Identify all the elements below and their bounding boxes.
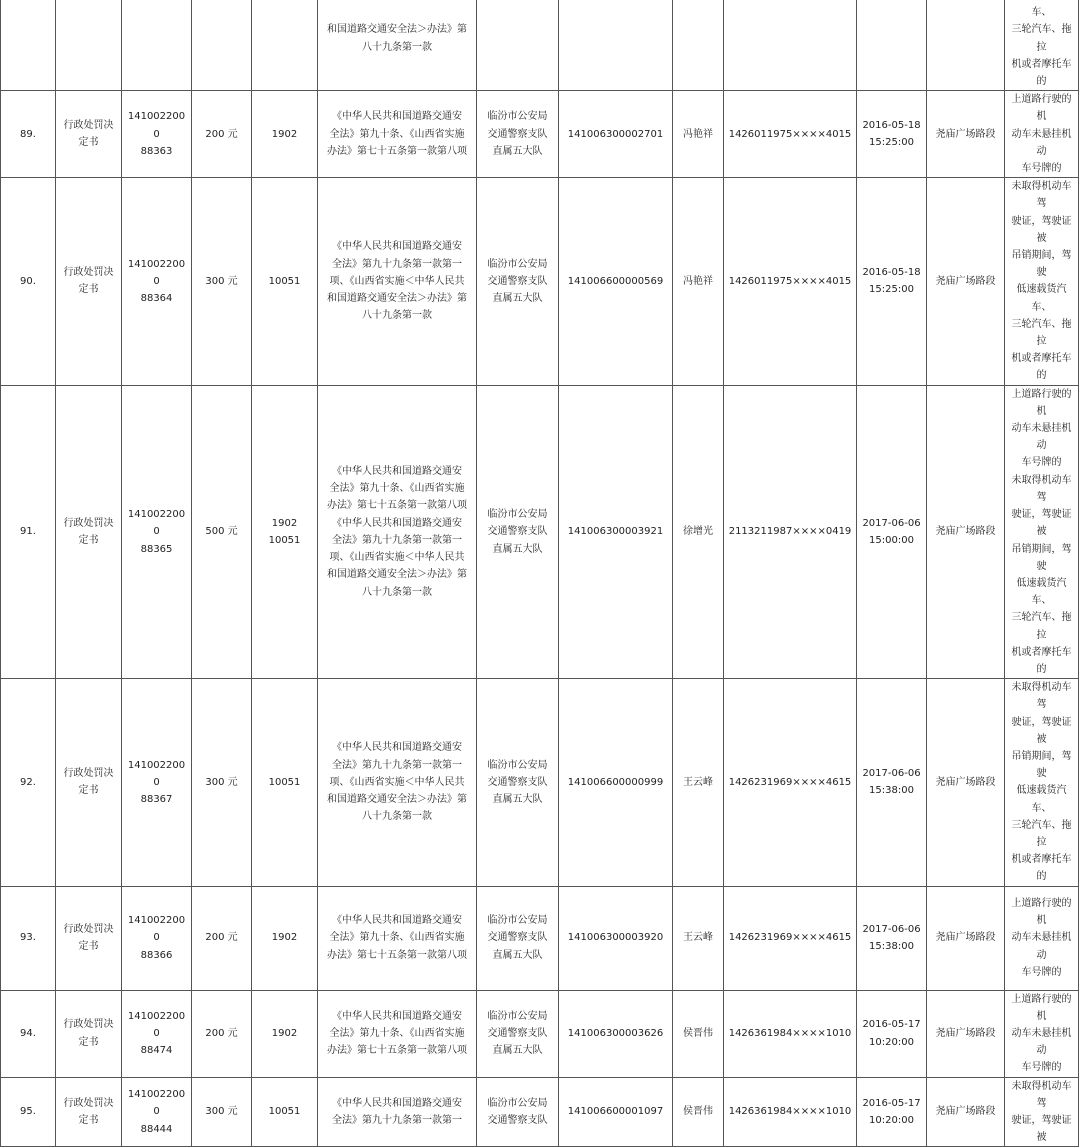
document-number: 1410022000 88364 [127,258,186,305]
party-name: 徐增光 [683,526,713,538]
violation-code: 10051 [268,275,301,287]
fine-amount: 200 元 [205,1027,238,1039]
legal-basis: 《中华人民共和国道路交通安 全法》第九十条、《山西省实施 办法》第七十五条第一款第八项 《中华人民共和国道路交通安 全法》第九十九条第一款第一 项、《山西省实施＜中华人民共 和国道路交通安全法＞办法》第 八十九条第一款 [327,466,467,598]
decision-number: 141006600000569 [567,275,664,287]
location-cell [927,0,1005,91]
row-number-cell [1,385,56,678]
violation-action: 车、 三轮汽车、拖拉 机或者摩托车的 [1011,7,1072,88]
violation-code-cell [252,1077,318,1147]
row-number: 94. [20,1027,36,1039]
legal-basis: 《中华人民共和国道路交通安 全法》第九十九条第一款第一 [332,1097,462,1126]
violation-code: 1902 [271,128,298,140]
violation-code-cell [252,91,318,178]
id-number: 1426361984××××1010 [728,1106,852,1118]
violation-datetime: 2016-05-18 15:25:00 [862,267,921,296]
agency-cell [477,385,559,678]
id-number-cell [724,0,857,91]
party-name-cell [673,178,724,385]
fine-amount-cell [192,679,252,886]
decision-number-cell [559,178,673,385]
table-row [1,385,1079,678]
doc-type: 行政处罚决 定书 [63,120,114,149]
doc-type: 行政处罚决 定书 [63,923,114,953]
document-number-cell [122,385,192,678]
agency: 临汾市公安局 交通警察支队 直属五大队 [487,759,548,805]
violation-action: 上道路行驶的机 动车未悬挂机动 车号牌的 [1011,993,1072,1074]
legal-basis-cell [318,1077,477,1147]
document-number: 1410022000 88366 [127,915,186,961]
violation-datetime-cell [857,91,927,178]
location-cell [927,886,1005,990]
legal-basis: 《中华人民共和国道路交通安 全法》第九十条、《山西省实施 办法》第七十五条第一款第八项 [327,915,467,961]
legal-basis-cell [318,178,477,385]
id-number-cell [724,1077,857,1147]
table-row [1,1077,1079,1147]
party-name-cell [673,91,724,178]
row-number-cell [1,1077,56,1147]
doc-type-cell [56,0,122,91]
fine-amount: 300 元 [205,275,238,287]
decision-number-cell [559,990,673,1077]
location: 尧庙广场路段 [935,128,996,140]
document-number-cell [122,990,192,1077]
party-name-cell [673,679,724,886]
party-name-cell [673,385,724,678]
violation-action-cell [1005,679,1079,886]
doc-type-cell [56,886,122,990]
document-number-cell [122,886,192,990]
fine-amount: 300 元 [205,1106,238,1118]
violation-datetime: 2017-06-06 15:00:00 [862,517,921,546]
table-body [1,0,1079,1147]
id-number: 1426361984××××1010 [728,1027,852,1039]
row-number: 90. [20,275,36,287]
row-number-cell [1,886,56,990]
violation-code-cell [252,385,318,678]
document-number: 1410022000 88367 [127,759,186,805]
fine-amount-cell [192,0,252,91]
decision-number-cell [559,385,673,678]
row-number: 92. [20,776,36,788]
table-row [1,178,1079,385]
legal-basis: 《中华人民共和国道路交通安 全法》第九十九条第一款第一 项、《山西省实施＜中华人民共 和国道路交通安全法＞办法》第 八十九条第一款 [327,241,467,322]
doc-type-cell [56,1077,122,1147]
violation-code-cell [252,990,318,1077]
violation-datetime-cell [857,886,927,990]
location: 尧庙广场路段 [935,526,996,538]
decision-number-cell [559,886,673,990]
row-number-cell [1,679,56,886]
row-number: 95. [20,1106,36,1118]
party-name-cell [673,886,724,990]
violation-datetime-cell [857,679,927,886]
violation-code: 10051 [268,776,301,788]
agency-cell [477,886,559,990]
document-number-cell [122,679,192,886]
id-number: 1426231969××××4615 [728,932,852,944]
document-number-cell [122,1077,192,1147]
location: 尧庙广场路段 [935,776,996,788]
agency-cell [477,990,559,1077]
table-row [1,679,1079,886]
agency: 临汾市公安局 交通警察支队 直属五大队 [487,915,548,961]
id-number-cell [724,178,857,385]
violation-code: 10051 [268,1106,301,1118]
violation-action: 上道路行驶的机 动车未悬挂机动 车号牌的 未取得机动车驾 驶证，驾驶证被 吊销期间，驾驶 低速载货汽车、 三轮汽车、拖拉 机或者摩托车的 [1011,388,1072,675]
doc-type-cell [56,178,122,385]
document-number: 1410022000 88474 [127,1010,186,1057]
doc-type: 行政处罚决 定书 [63,267,114,296]
violation-code-cell [252,178,318,385]
violation-datetime-cell [857,990,927,1077]
decision-number-cell [559,1077,673,1147]
agency: 临汾市公安局 交通警察支队 [487,1097,548,1126]
party-name: 侯晋伟 [683,1027,713,1039]
party-name-cell [673,0,724,91]
legal-basis-cell [318,0,477,91]
row-number: 93. [20,932,36,944]
id-number-cell [724,679,857,886]
decision-number: 141006300003626 [567,1027,664,1039]
decision-number-cell [559,0,673,91]
decision-number-cell [559,679,673,886]
table-row [1,886,1079,990]
violation-code: 1902 10051 [268,517,301,546]
violation-datetime: 2016-05-17 10:20:00 [862,1019,921,1048]
id-number: 1426011975××××4015 [728,275,852,287]
legal-basis: 《中华人民共和国道路交通安 全法》第九十条、《山西省实施 办法》第七十五条第一款第八项 [327,1010,467,1057]
location-cell [927,1077,1005,1147]
doc-type-cell [56,990,122,1077]
location-cell [927,679,1005,886]
decision-number-cell [559,91,673,178]
fine-amount: 500 元 [205,526,238,538]
agency: 临汾市公安局 交通警察支队 直属五大队 [487,258,548,305]
id-number-cell [724,91,857,178]
violation-datetime: 2016-05-18 15:25:00 [862,120,921,149]
legal-basis: 《中华人民共和国道路交通安 全法》第九十九条第一款第一 项、《山西省实施＜中华人民共 和国道路交通安全法＞办法》第 八十九条第一款 [327,742,467,823]
table-row [1,990,1079,1077]
violation-action-cell [1005,385,1079,678]
violation-action: 上道路行驶的机 动车未悬挂机动 车号牌的 [1011,94,1072,175]
party-name: 王云峰 [683,776,713,788]
fine-amount: 200 元 [205,932,238,944]
location: 尧庙广场路段 [935,1027,996,1039]
fine-amount: 300 元 [205,776,238,788]
decision-number: 141006600000999 [567,776,664,788]
legal-basis-cell [318,385,477,678]
agency-cell [477,1077,559,1147]
row-number-cell [1,0,56,91]
doc-type: 行政处罚决 定书 [63,1097,114,1126]
legal-basis: 《中华人民共和国道路交通安 全法》第九十条、《山西省实施 办法》第七十五条第一款第八项 [327,111,467,157]
fine-amount-cell [192,886,252,990]
party-name: 冯艳祥 [683,275,713,287]
row-number: 91. [20,526,36,538]
violation-datetime-cell [857,1077,927,1147]
fine-amount-cell [192,385,252,678]
violation-action-cell [1005,1077,1079,1147]
violation-action-cell [1005,886,1079,990]
violation-action: 未取得机动车驾 驶证，驾驶证被 吊销期间，驾驶 低速载货汽车、 三轮汽车、拖拉 机或者摩托车的 [1011,181,1072,382]
violation-action-cell [1005,91,1079,178]
party-name: 冯艳祥 [683,128,713,140]
agency: 临汾市公安局 交通警察支队 直属五大队 [487,111,548,157]
id-number: 1426231969××××4615 [728,776,852,788]
table-row [1,91,1079,178]
violation-code-cell [252,886,318,990]
agency: 临汾市公安局 交通警察支队 直属五大队 [487,1010,548,1057]
location-cell [927,91,1005,178]
doc-type-cell [56,679,122,886]
fine-amount-cell [192,1077,252,1147]
violation-datetime: 2017-06-06 15:38:00 [862,923,921,953]
violation-datetime-cell [857,385,927,678]
document-number: 1410022000 88365 [127,509,186,555]
violation-action-cell [1005,0,1079,91]
row-number: 89. [20,128,36,140]
row-number-cell [1,990,56,1077]
row-number-cell [1,178,56,385]
fine-amount-cell [192,990,252,1077]
id-number: 2113211987××××0419 [728,526,852,538]
document-number: 1410022000 88363 [127,111,186,157]
decision-number: 141006300003920 [567,932,664,944]
decision-number: 141006300002701 [567,128,664,140]
location-cell [927,178,1005,385]
party-name-cell [673,1077,724,1147]
document-number: 1410022000 88444 [127,1089,186,1135]
id-number-cell [724,990,857,1077]
doc-type-cell [56,91,122,178]
violation-action: 未取得机动车驾 驶证，驾驶证被 [1011,1080,1072,1144]
location: 尧庙广场路段 [935,932,996,944]
legal-basis-cell [318,679,477,886]
violation-datetime: 2017-06-06 15:38:00 [862,768,921,797]
location: 尧庙广场路段 [935,275,996,287]
agency-cell [477,91,559,178]
agency: 临汾市公安局 交通警察支队 直属五大队 [487,509,548,555]
party-name: 王云峰 [683,932,713,944]
decision-number: 141006300003921 [567,526,664,538]
decision-number: 141006600001097 [567,1106,664,1118]
violation-datetime-cell [857,178,927,385]
legal-basis-cell [318,990,477,1077]
legal-basis-cell [318,886,477,990]
location-cell [927,385,1005,678]
document-number-cell [122,91,192,178]
id-number: 1426011975××××4015 [728,128,852,140]
document-number-cell [122,178,192,385]
fine-amount: 200 元 [205,128,238,140]
doc-type: 行政处罚决 定书 [63,1019,114,1048]
row-number-cell [1,91,56,178]
party-name: 侯晋伟 [683,1106,713,1118]
location-cell [927,990,1005,1077]
violation-action: 上道路行驶的机 动车未悬挂机动 车号牌的 [1011,898,1072,978]
doc-type: 行政处罚决 定书 [63,768,114,797]
fine-amount-cell [192,91,252,178]
agency-cell [477,679,559,886]
legal-basis-cell [318,91,477,178]
violation-datetime: 2016-05-17 10:20:00 [862,1097,921,1126]
violation-action-cell [1005,178,1079,385]
agency-cell [477,0,559,91]
location: 尧庙广场路段 [935,1106,996,1118]
violation-code: 1902 [271,932,298,944]
table-row [1,0,1079,91]
id-number-cell [724,385,857,678]
fine-amount-cell [192,178,252,385]
violation-code: 1902 [271,1027,298,1039]
violation-action-cell [1005,990,1079,1077]
violation-action: 未取得机动车驾 驶证，驾驶证被 吊销期间，驾驶 低速载货汽车、 三轮汽车、拖拉 机或者摩托车的 [1011,682,1072,883]
violation-code-cell [252,679,318,886]
agency-cell [477,178,559,385]
violation-datetime-cell [857,0,927,91]
document-number-cell [122,0,192,91]
doc-type: 行政处罚决 定书 [63,517,114,546]
legal-basis: 和国道路交通安全法＞办法》第 八十九条第一款 [327,24,467,53]
violation-code-cell [252,0,318,91]
party-name-cell [673,990,724,1077]
doc-type-cell [56,385,122,678]
id-number-cell [724,886,857,990]
